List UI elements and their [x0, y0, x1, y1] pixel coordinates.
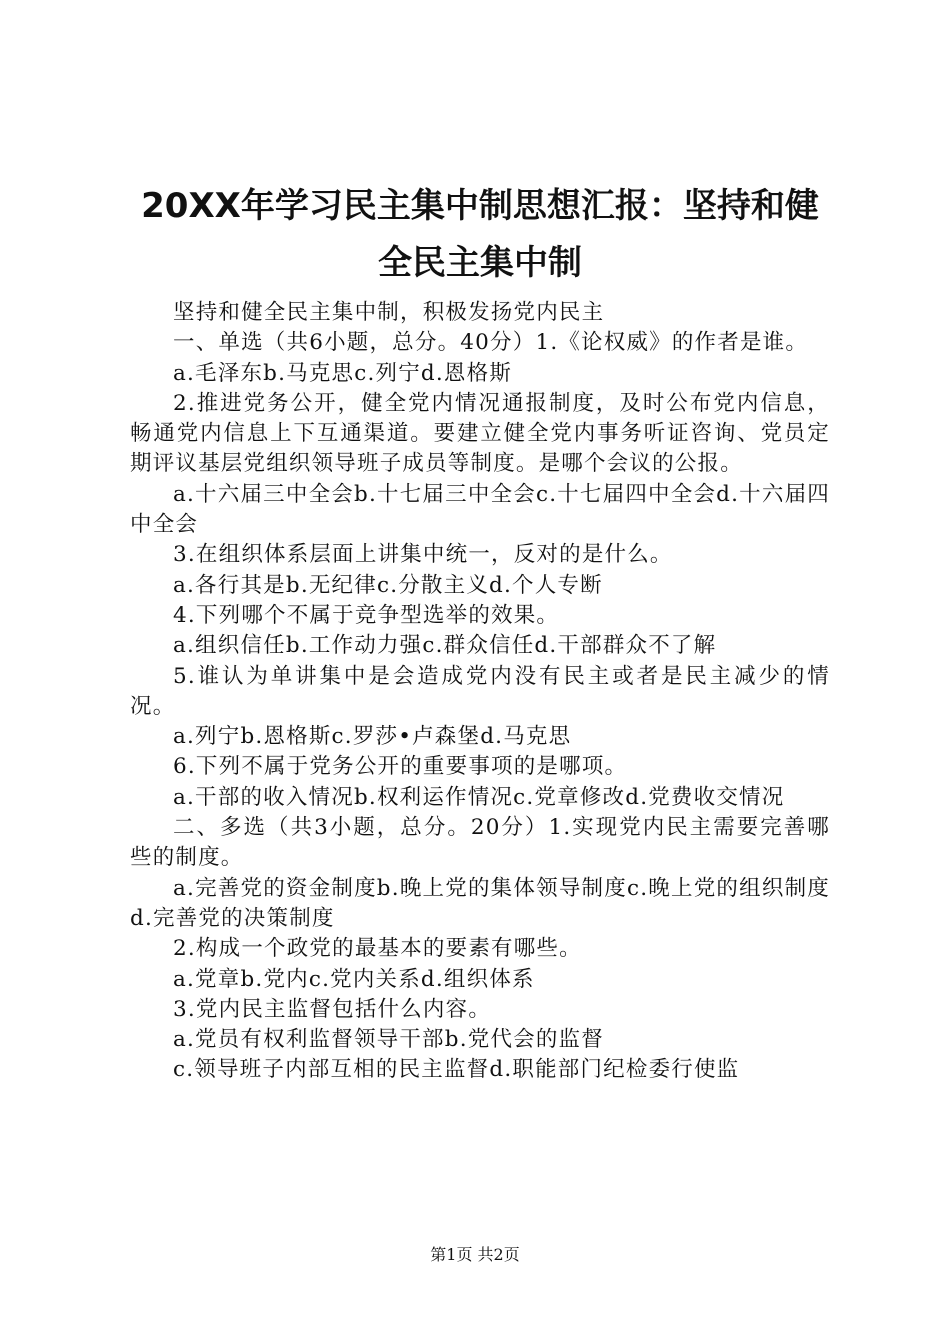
paragraph: 6.下列不属于党务公开的重要事项的是哪项。 [173, 754, 628, 780]
paragraph: 4.下列哪个不属于竞争型选举的效果。 [173, 602, 560, 628]
paragraph: a.毛泽东b.马克思c.列宁d.恩格斯 [173, 360, 513, 386]
document-body [130, 298, 830, 1086]
paragraph: a.列宁b.恩格斯c.罗莎•卢森堡d.马克思 [173, 724, 572, 750]
paragraph: a.十六届三中全会b.十七届三中全会c.十七届四中全会d.十六届四中全会 [130, 481, 830, 538]
paragraph: c.领导班子内部互相的民主监督d.职能部门纪检委行使监 [173, 1057, 740, 1083]
paragraph: 3.在组织体系层面上讲集中统一，反对的是什么。 [173, 542, 673, 568]
document-page [130, 178, 830, 1086]
paragraph: a.组织信任b.工作动力强c.群众信任d.干部群众不了解 [173, 633, 717, 659]
paragraph: 坚持和健全民主集中制，积极发扬党内民主 [173, 300, 605, 325]
paragraph: 2.推进党务公开，健全党内情况通报制度，及时公布党内信息，畅通党内信息上下互通渠道。要建立健全党内事务听证咨询、党员定期评议基层党组织领导班子成员等制度。是哪个会议的公报。 [130, 390, 830, 477]
paragraph: a.党章b.党内c.党内关系d.组织体系 [173, 966, 535, 992]
paragraph: 3.党内民主监督包括什么内容。 [173, 996, 492, 1022]
paragraph: a.干部的收入情况b.权利运作情况c.党章修改d.党费收交情况 [173, 784, 785, 810]
paragraph: 一、单选（共6小题，总分。40分）1.《论权威》的作者是谁。 [173, 330, 809, 356]
page-footer: 第1页 共2页 [430, 1245, 520, 1264]
paragraph: 二、多选（共3小题，总分。20分）1.实现党内民主需要完善哪些的制度。 [130, 815, 830, 871]
paragraph: a.各行其是b.无纪律c.分散主义d.个人专断 [173, 572, 603, 598]
paragraph: a.党员有权利监督领导干部b.党代会的监督 [173, 1027, 604, 1053]
document-title: 20XX年学习民主集中制思想汇报：坚持和健全民主集中制 [141, 186, 819, 283]
paragraph: a.完善党的资金制度b.晚上党的集体领导制度c.晚上党的组织制度d.完善党的决策制度 [130, 875, 830, 931]
paragraph: 5.谁认为单讲集中是会造成党内没有民主或者是民主减少的情况。 [130, 663, 830, 719]
paragraph: 2.构成一个政党的最基本的要素有哪些。 [173, 936, 582, 962]
